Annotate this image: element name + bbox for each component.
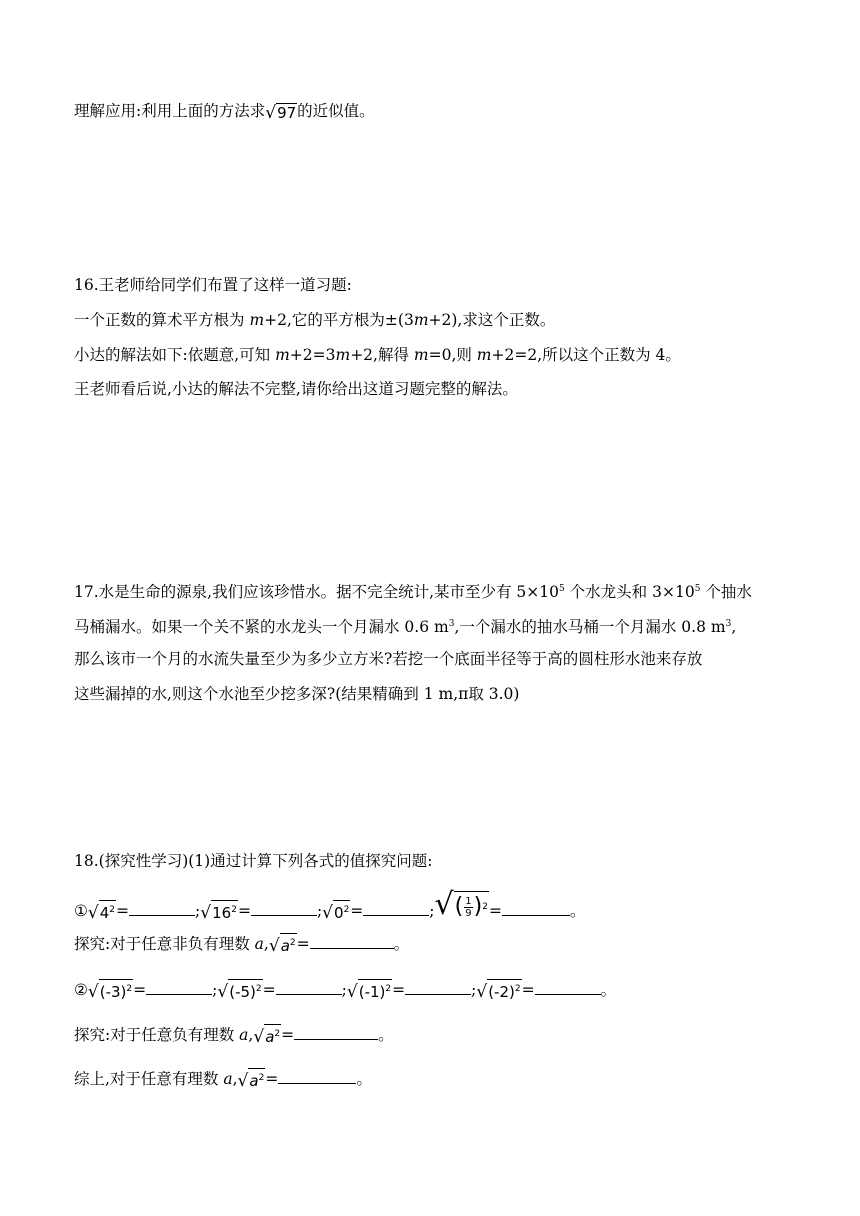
q16-problem: 一个正数的算术平方根为 m+2,它的平方根为±(3m+2),求这个正数。 [74,311,556,329]
sqrt-a-squared: √ $a^2$ [269,933,297,955]
q18-title: 18.(探究性学习)(1)通过计算下列各式的值探究问题: [74,852,433,870]
intro-text: 理解应用:利用上面的方法求 [74,102,266,120]
answer-blank[interactable] [251,901,317,916]
answer-blank[interactable] [129,901,195,916]
sqrt-neg5-squared: √ $(-5)^2$ [217,979,262,1001]
q17-line-4: 这些漏掉的水,则这个水池至少挖多深?(结果精确到 1 m,π取 3.0) [74,685,520,703]
answer-blank[interactable] [310,934,394,949]
q18-row-1: ① √ $4^2$ = ; √ $16^2$ = ; √ $0^2$ = ; √ ( $\frac{1}{9}$ ) 2 = 。 [74,887,586,923]
sqrt-a-squared: √ $a^2$ [253,1024,281,1046]
answer-blank[interactable] [278,1069,356,1084]
q17-line-1: 17.水是生命的源泉,我们应该珍惜水。据不完全统计,某市至少有 $5\times 10^5$ 个水龙头和 $3\times 10^5$ 个抽水 [74,583,752,602]
sqrt-4-squared: √ $4^2$ [88,900,116,922]
answer-blank[interactable] [276,980,342,995]
intro-line: 理解应用:利用上面的方法求 √ 97 的近似值。 [74,102,375,123]
answer-blank[interactable] [146,980,212,995]
q16-instruction: 王老师看后说,小达的解法不完整,请你给出这道习题完整的解法。 [74,380,518,398]
q18-summary: 综上,对于任意有理数 a, √ $a^2$ = 。 [74,1070,372,1091]
sqrt-neg2-squared: √ $(-2)^2$ [476,979,521,1001]
answer-blank[interactable] [405,980,471,995]
sqrt-neg1-squared: √ $(-1)^2$ [347,979,392,1001]
q18-explore-1: 探究:对于任意非负有理数 a, √ $a^2$ = 。 [74,935,410,956]
q16-title: 16.王老师给同学们布置了这样一道习题: [74,276,352,294]
sqrt-16-squared: √ $16^2$ [200,900,238,922]
answer-blank[interactable] [294,1025,378,1040]
sqrt-a-squared: √ $a^2$ [238,1068,266,1090]
answer-blank[interactable] [502,901,570,916]
q17-line-2: 马桶漏水。如果一个关不紧的水龙头一个月漏水 0.6 $m^3$,一个漏水的抽水马桶一个月漏水 0.8 $m^3$, [74,618,737,637]
q18-row-2: ② √ $(-3)^2$ = ; √ $(-5)^2$ = ; √ $(-1)^2$ = ; √ $(-2)^2$ = 。 [74,981,617,1002]
sqrt-0-squared: √ $0^2$ [322,900,350,922]
q18-explore-2: 探究:对于任意负有理数 a, √ $a^2$ = 。 [74,1026,394,1047]
answer-blank[interactable] [535,980,601,995]
sqrt-neg3-squared: √ $(-3)^2$ [88,979,133,1001]
sqrt-fraction-squared: √ ( $\frac{1}{9}$ ) 2 [434,887,488,922]
q16-student-solution: 小达的解法如下:依题意,可知 m+2=3m+2,解得 m=0,则 m+2=2,所以这个正数为 4。 [74,346,681,364]
q17-line-3: 那么该市一个月的水流失量至少为多少立方米?若挖一个底面半径等于高的圆柱形水池来存放 [74,650,703,668]
answer-blank[interactable] [363,901,429,916]
sqrt-97: √ 97 [265,103,297,123]
